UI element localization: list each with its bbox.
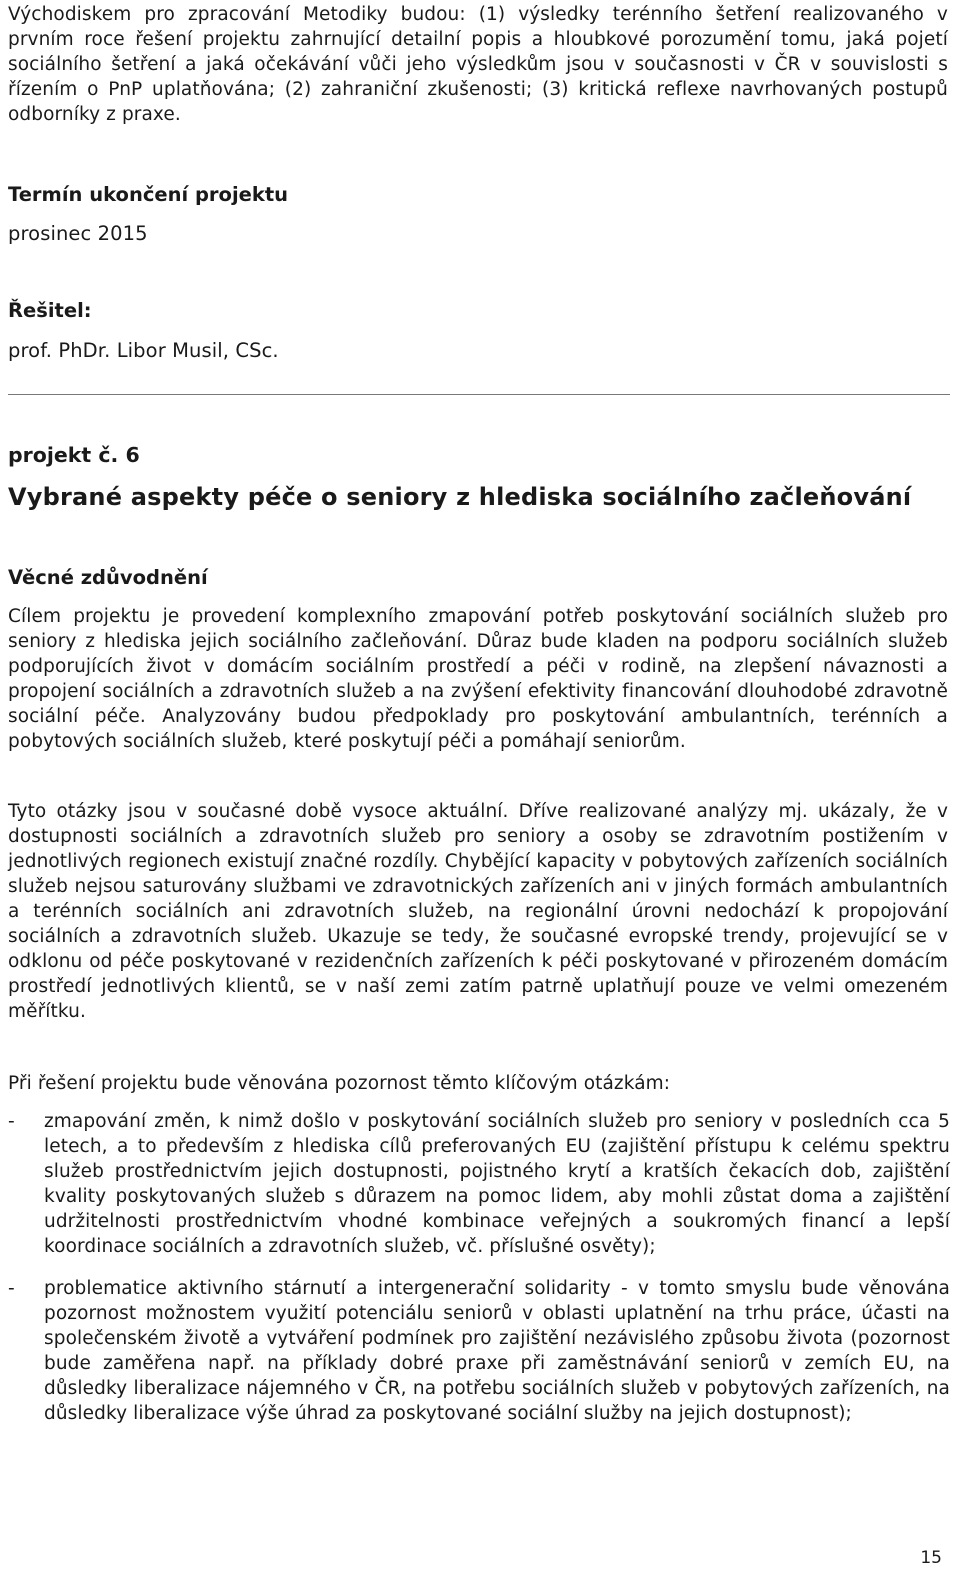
section-divider xyxy=(8,394,950,395)
project-title: Vybrané aspekty péče o seniory z hlediska sociálního začleňování xyxy=(8,483,912,511)
list-item-text: problematice aktivního stárnutí a intergenerační solidarity - v tomto smyslu bude věnována pozornost možnostem využití potenciálu seniorů v oblasti uplatnění na trhu práce, účasti na společenském životě a vytváření podmínek pro zajištění nezávislého způsobu života (pozornost bude zaměřena např. na příklady dobré praxe při zaměstnávání seniorů v zemích EU, na důsledky liberalizace nájemného v ČR, na potřebu sociálních služeb v pobytových zařízeních, na důsledky liberalizace výše úhrad za poskytované sociální služby na jejich dostupnost); xyxy=(44,1278,950,1424)
bullet-dash: - xyxy=(8,1111,15,1132)
intro-paragraph: Východiskem pro zpracování Metodiky budou: (1) výsledky terénního šetření realizovaného v prvním roce řešení projektu zahrnující detailní popis a hloubkové porozumění tomu, jaká pojetí sociálního šetření a jaká očekávání vůči jeho výsledkům jsou v současnosti v ČR v souvislosti s řízením o PnP uplatňována; (2) zahraniční zkušenosti; (3) kritická reflexe navrhovaných postupů odborníky z praxe. xyxy=(8,4,948,125)
paragraph-3: Při řešení projektu bude věnována pozornost těmto klíčovým otázkám: xyxy=(8,1073,671,1094)
resitel-heading: Řešitel: xyxy=(8,299,92,322)
list-item xyxy=(8,1109,950,1259)
bullet-dash: - xyxy=(8,1278,15,1299)
resitel-value: prof. PhDr. Libor Musil, CSc. xyxy=(8,339,279,362)
list-item-text: zmapování změn, k nimž došlo v poskytování sociálních služeb pro seniory v posledních cca 5 letech, a to především z hlediska cílů preferovaných EU (zajištění přístupu k celému spektru služeb prostřednictvím jejich dostupnosti, pojistného krytí a kratších čekacích dob, zajištění kvality poskytovaných služeb s důrazem na pomoc lidem, aby mohli zůstat doma a zajištění udržitelnosti prostřednictvím vhodné kombinace veřejných a soukromých financí a lepší koordinace sociálních a zdravotních služeb, vč. příslušné osvěty); xyxy=(44,1111,950,1257)
termin-heading: Termín ukončení projektu xyxy=(8,183,289,206)
page-number: 15 xyxy=(920,1548,942,1568)
list-item xyxy=(8,1276,950,1426)
project-number: projekt č. 6 xyxy=(8,443,140,467)
paragraph-1: Cílem projektu je provedení komplexního zmapování potřeb poskytování sociálních služeb pro seniory z hlediska jejich sociálního začleňování. Důraz bude kladen na podporu sociálních služeb podporujících život v domácím sociálním prostředí a péči v rodině, na zlepšení návaznosti a propojení sociálních a zdravotních služeb a na zvýšení efektivity financování dlouhodobé zdravotně sociální péče. Analyzovány budou předpoklady pro poskytování ambulantních, terénních a pobytových sociálních služeb, které poskytují péči a pomáhají seniorům. xyxy=(8,606,948,752)
paragraph-2: Tyto otázky jsou v současné době vysoce aktuální. Dříve realizované analýzy mj. ukázaly, že v dostupnosti sociálních a zdravotních služeb pro seniory a osoby se zdravotním postižením v jednotlivých regionech existují značné rozdíly. Chybějící kapacity v pobytových zařízeních sociálních služeb nejsou saturovány službami ve zdravotnických zařízeních ani v jiných formách ambulantních a terénních sociálních ani zdravotních služeb, na regionální úrovni nedochází k propojování sociálních a zdravotních služeb. Ukazuje se tedy, že současné evropské trendy, projevující se v odklonu od péče poskytované v rezidenčních zařízeních k péči poskytované v přirozeném domácím prostředí jednotlivých klientů, se v naší zemi zatím patrně uplatňují pouze ve velmi omezeném měřítku. xyxy=(8,801,948,1022)
termin-value: prosinec 2015 xyxy=(8,222,148,245)
document-page xyxy=(8,0,960,1592)
section-heading: Věcné zdůvodnění xyxy=(8,566,208,589)
